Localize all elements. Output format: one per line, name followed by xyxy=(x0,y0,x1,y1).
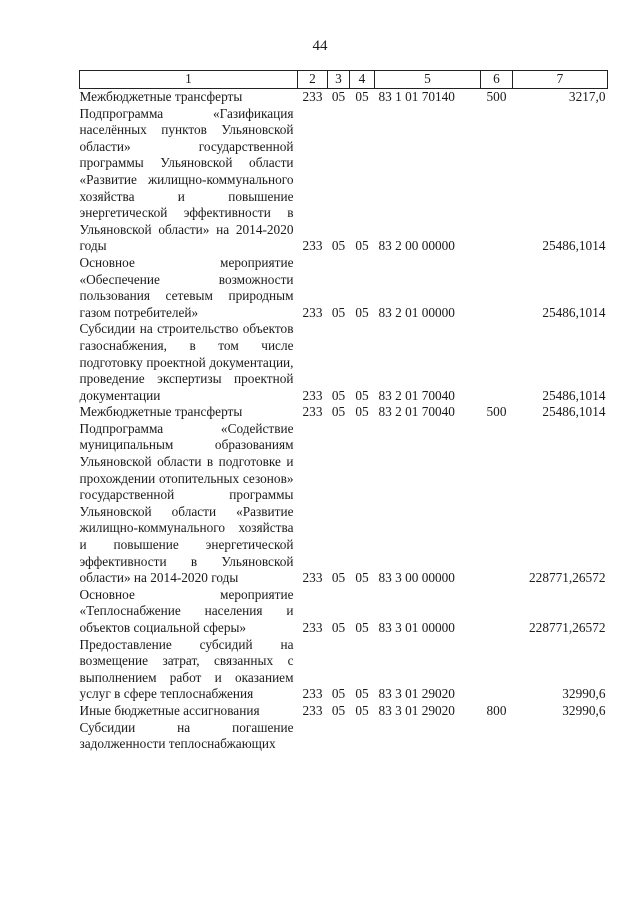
row-cell-c7: 25486,1014 xyxy=(542,387,606,403)
row-description: Межбюджетные трансферты xyxy=(79,404,243,420)
row-cell-c7 xyxy=(513,720,608,753)
row-cell-c6: 500 xyxy=(486,89,507,104)
column-header: 6 xyxy=(481,71,513,89)
row-cell-c3: 05 xyxy=(331,404,346,420)
table-row xyxy=(80,720,608,753)
row-description: Межбюджетные трансферты xyxy=(79,89,243,104)
row-cell-c4: 05 xyxy=(355,702,369,718)
row-cell-c4 xyxy=(350,720,375,753)
row-cell-c3: 05 xyxy=(331,702,346,718)
row-cell-c3 xyxy=(328,720,350,753)
row-cell-c7: 3217,0 xyxy=(568,89,606,104)
table-header-row xyxy=(80,71,608,89)
row-cell-c7: 32990,6 xyxy=(562,702,606,718)
row-cell-c3: 05 xyxy=(331,238,346,254)
row-cell-c2: 233 xyxy=(302,238,323,254)
row-cell-c3: 05 xyxy=(331,387,346,403)
row-description: Субсидии на строительство объектов газоснабжения, в том числе подготовку проектной документации, проведение экспертизы проектной документации xyxy=(79,321,294,403)
row-cell-c7: 25486,1014 xyxy=(542,304,606,320)
row-cell-c2: 233 xyxy=(302,89,323,104)
row-cell-c4: 05 xyxy=(355,304,369,320)
row-description: Подпрограмма «Содействие муниципальным образованиям Ульяновской области в подготовке и прохождении отопительных сезонов» государственной программы Ульяновской области «Развитие жилищно-коммунального хозяйства и повышение энергетической эффективности в Ульяновской области» на 2014-2020 годы xyxy=(79,420,294,586)
row-cell-c4: 05 xyxy=(355,570,369,586)
row-cell-c5: 83 3 01 29020 xyxy=(378,686,455,702)
row-cell-c3: 05 xyxy=(331,620,346,635)
row-description: Субсидии на погашение задолженности теплоснабжающих xyxy=(79,719,294,752)
table-row xyxy=(80,106,608,255)
row-cell-c6 xyxy=(481,421,513,587)
row-cell-c7: 228771,26572 xyxy=(529,620,606,635)
table-row xyxy=(80,421,608,587)
row-description: Иные бюджетные ассигнования xyxy=(79,702,260,718)
table-body xyxy=(80,89,608,753)
row-cell-c2: 233 xyxy=(302,686,323,702)
row-cell-c5: 83 2 00 00000 xyxy=(378,238,455,254)
row-cell-c6 xyxy=(481,106,513,255)
row-cell-c7: 32990,6 xyxy=(562,686,606,702)
row-cell-c5: 83 2 01 70040 xyxy=(378,404,455,420)
budget-table xyxy=(79,70,608,753)
row-cell-c4: 05 xyxy=(355,404,369,420)
row-cell-c6 xyxy=(481,587,513,637)
row-cell-c6 xyxy=(481,255,513,321)
table-row xyxy=(80,587,608,637)
table-row xyxy=(80,404,608,421)
row-description: Основное мероприятие «Теплоснабжение населения и объектов социальной сферы» xyxy=(79,586,294,635)
row-cell-c7: 25486,1014 xyxy=(542,404,606,420)
row-cell-c6 xyxy=(481,720,513,753)
row-cell-c6 xyxy=(481,321,513,404)
row-cell-c2: 233 xyxy=(302,570,323,586)
row-cell-c5: 83 3 01 00000 xyxy=(378,620,455,635)
row-cell-c5: 83 3 01 29020 xyxy=(378,702,455,718)
row-cell-c5: 83 3 00 00000 xyxy=(378,570,455,586)
row-cell-c5: 83 2 01 00000 xyxy=(378,304,455,320)
table-row xyxy=(80,703,608,720)
row-cell-c5 xyxy=(375,720,481,753)
row-cell-c4: 05 xyxy=(355,620,369,635)
row-cell-c2: 233 xyxy=(302,404,323,420)
row-cell-c6 xyxy=(481,637,513,703)
row-cell-c5: 83 1 01 70140 xyxy=(378,89,455,104)
column-header: 2 xyxy=(298,71,328,89)
row-cell-c6: 500 xyxy=(486,404,507,420)
row-cell-c2 xyxy=(298,720,328,753)
row-cell-c6: 800 xyxy=(486,702,507,718)
row-description: Подпрограмма «Газификация населённых пунктов Ульяновской области» государственной программы Ульяновской области «Развитие жилищно-коммунального хозяйства и повышение энергетической эффективности в Ульяновской области» на 2014-2020 годы xyxy=(79,105,294,254)
row-cell-c3: 05 xyxy=(331,304,346,320)
row-description: Предоставление субсидий на возмещение затрат, связанных с выполнением работ и оказанием услуг в сфере теплоснабжения xyxy=(79,636,294,702)
table-row xyxy=(80,637,608,703)
column-header: 5 xyxy=(375,71,481,89)
row-cell-c2: 233 xyxy=(302,620,323,635)
row-cell-c3: 05 xyxy=(331,89,346,104)
row-cell-c7: 228771,26572 xyxy=(529,570,606,586)
column-header: 4 xyxy=(350,71,375,89)
row-cell-c4: 05 xyxy=(355,387,369,403)
table-row xyxy=(80,255,608,321)
column-header: 3 xyxy=(328,71,350,89)
page-number: 44 xyxy=(312,38,328,54)
column-header: 7 xyxy=(513,71,608,89)
row-cell-c2: 233 xyxy=(302,304,323,320)
table-row xyxy=(80,321,608,404)
row-cell-c5: 83 2 01 70040 xyxy=(378,387,455,403)
row-cell-c4: 05 xyxy=(355,686,369,702)
row-cell-c2: 233 xyxy=(302,702,323,718)
table-row xyxy=(80,89,608,106)
row-cell-c3: 05 xyxy=(331,686,346,702)
column-header: 1 xyxy=(80,71,298,89)
row-description: Основное мероприятие «Обеспечение возможности пользования сетевым природным газом потребителей» xyxy=(79,254,294,320)
row-cell-c4: 05 xyxy=(355,238,369,254)
row-cell-c3: 05 xyxy=(331,570,346,586)
row-cell-c4: 05 xyxy=(355,89,369,104)
row-cell-c2: 233 xyxy=(302,387,323,403)
row-cell-c7: 25486,1014 xyxy=(542,238,606,254)
